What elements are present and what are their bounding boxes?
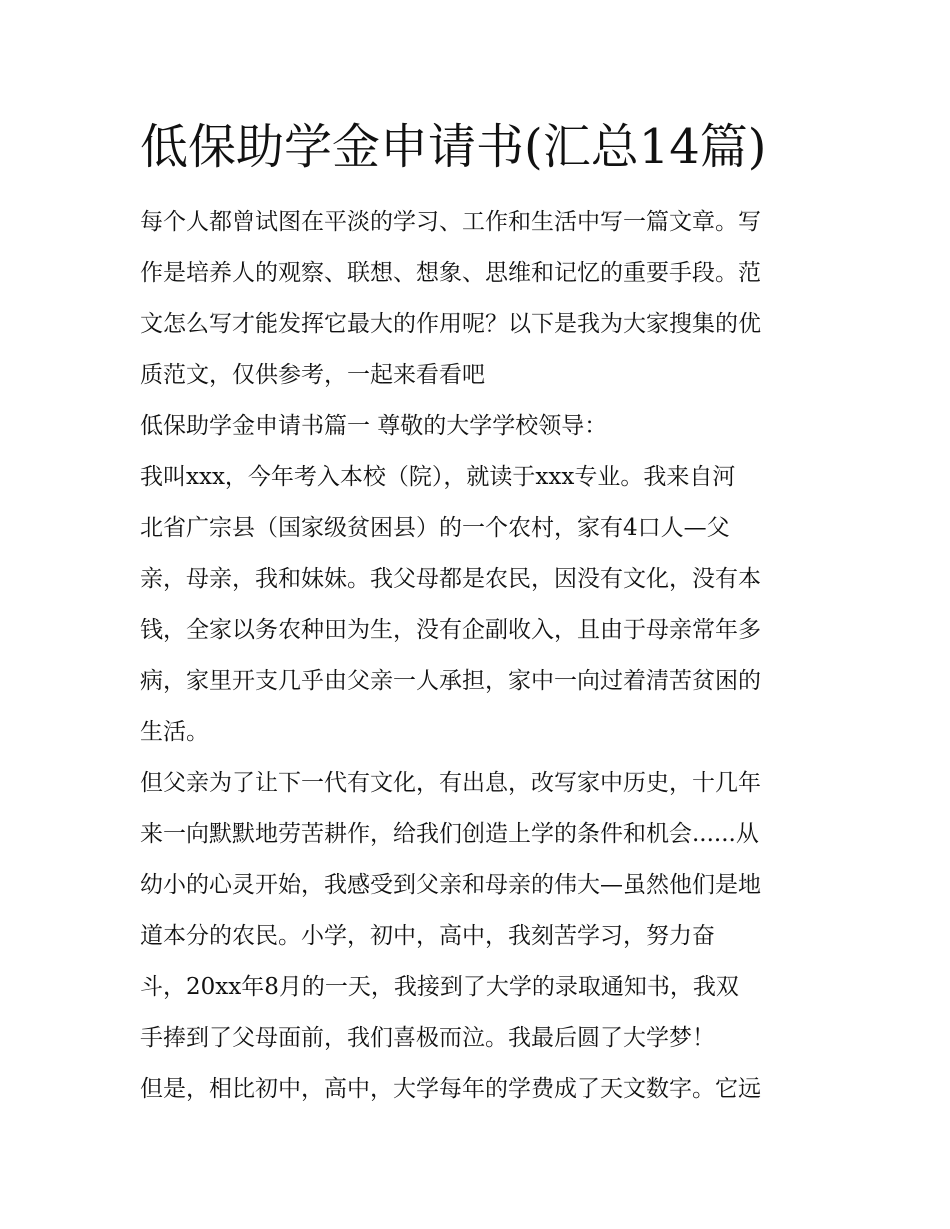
body-line: 质范文，仅供参考，一起来看看吧 — [140, 362, 485, 388]
body-line: 我叫xxx，今年考入本校（院），就读于xxx专业。我来自河 — [140, 464, 736, 490]
body-line: 手捧到了父母面前，我们喜极而泣。我最后圆了大学梦！ — [140, 1025, 715, 1051]
body-line: 亲，母亲，我和妹妹。我父母都是农民，因没有文化，没有本 — [140, 566, 761, 592]
body-line: 道本分的农民。小学，初中，高中，我刻苦学习，努力奋 — [140, 923, 715, 949]
body-line: 幼小的心灵开始，我感受到父亲和母亲的伟大—虽然他们是地 — [140, 872, 761, 898]
body-line: 作是培养人的观察、联想、想象、思维和记忆的重要手段。范 — [140, 260, 761, 286]
body-line: 生活。 — [140, 719, 209, 745]
body-line: 钱，全家以务农种田为生，没有企副收入，且由于母亲常年多 — [140, 617, 761, 643]
body-line: 每个人都曾试图在平淡的学习、工作和生活中写一篇文章。写 — [140, 209, 761, 235]
body-line: 文怎么写才能发挥它最大的作用呢？以下是我为大家搜集的优 — [140, 311, 761, 337]
document-body — [140, 197, 820, 1115]
document-title: 低保助学金申请书(汇总14篇) — [140, 119, 767, 175]
body-line: 北省广宗县（国家级贫困县）的一个农村，家有4口人—父 — [140, 515, 730, 541]
body-line: 斗，20xx年8月的一天，我接到了大学的录取通知书，我双 — [140, 974, 739, 1000]
section-heading-line: 低保助学金申请书篇一 尊敬的大学学校领导： — [140, 413, 608, 439]
body-line: 病，家里开支几乎由父亲一人承担，家中一向过着清苦贫困的 — [140, 668, 761, 694]
body-line: 来一向默默地劳苦耕作，给我们创造上学的条件和机会......从 — [140, 821, 759, 847]
body-line: 但是，相比初中，高中，大学每年的学费成了天文数字。它远 — [140, 1076, 761, 1102]
body-line: 但父亲为了让下一代有文化，有出息，改写家中历史，十几年 — [140, 770, 761, 796]
